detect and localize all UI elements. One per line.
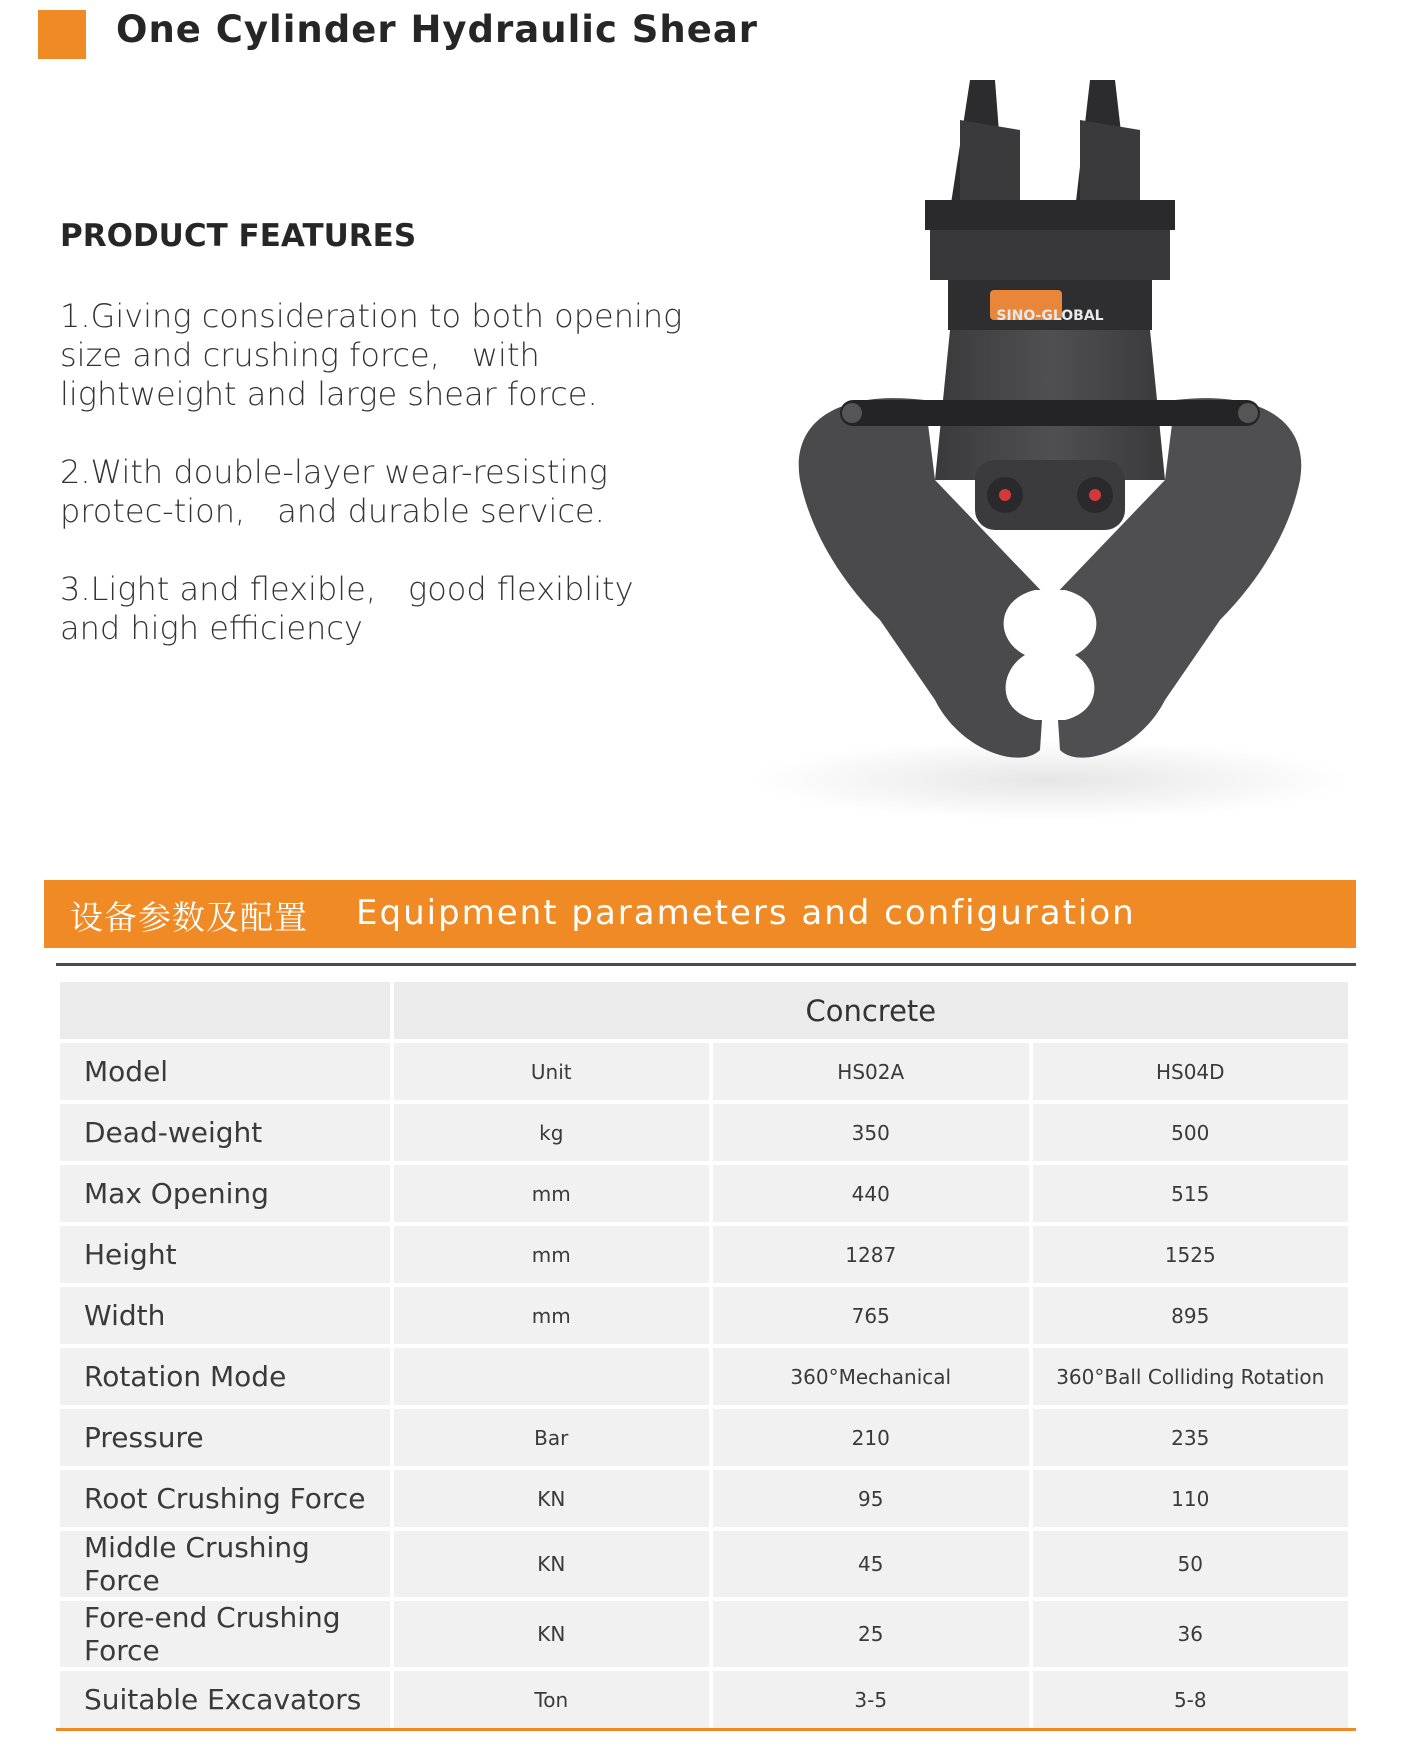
row-label: Fore-end Crushing Force [60, 1601, 390, 1667]
hs02a-cell: 360°Mechanical [713, 1348, 1029, 1405]
table-row [60, 1671, 1348, 1728]
parameters-banner [44, 880, 1356, 948]
unit-cell [394, 1348, 709, 1405]
hs02a-cell: 95 [713, 1470, 1029, 1527]
table-row [60, 1470, 1348, 1527]
hs04d-cell: 360°Ball Colliding Rotation [1033, 1348, 1348, 1405]
table-row [60, 1165, 1348, 1222]
row-label: Max Opening [60, 1165, 390, 1222]
hs02a-cell: 45 [713, 1531, 1029, 1597]
banner-title-cn: 设备参数及配置 [70, 898, 308, 937]
row-label: Model [60, 1043, 390, 1100]
hs02a-cell: 350 [713, 1104, 1029, 1161]
unit-cell: mm [394, 1287, 709, 1344]
hs02a-cell: 440 [713, 1165, 1029, 1222]
table-row [60, 1287, 1348, 1344]
table-row [60, 1104, 1348, 1161]
hs02a-cell: 25 [713, 1601, 1029, 1667]
row-label: Middle Crushing Force [60, 1531, 390, 1597]
brand-label: SINO-GLOBAL [996, 308, 1104, 324]
hs04d-cell: 36 [1033, 1601, 1348, 1667]
hs04d-cell: 1525 [1033, 1226, 1348, 1283]
unit-cell: mm [394, 1165, 709, 1222]
unit-cell: KN [394, 1601, 709, 1667]
table-group-header: Concrete [394, 982, 1348, 1039]
hs04d-cell: 235 [1033, 1409, 1348, 1466]
row-label: Height [60, 1226, 390, 1283]
title-accent-block [38, 10, 86, 59]
row-label: Rotation Mode [60, 1348, 390, 1405]
feature-item-2: 2.With double-layer wear-resisting protec-tion, and durable service. [60, 453, 608, 530]
unit-cell: Ton [394, 1671, 709, 1728]
unit-cell: kg [394, 1104, 709, 1161]
table-header-row [60, 982, 1348, 1039]
feature-item-3: 3.Light and flexible, good flexiblity and high efficiency [60, 570, 634, 647]
hydraulic-shear-image [720, 60, 1360, 840]
hs02a-cell: HS02A [713, 1043, 1029, 1100]
table-header-blank [60, 982, 390, 1039]
hs04d-cell: 500 [1033, 1104, 1348, 1161]
page-title: One Cylinder Hydraulic Shear [116, 8, 759, 51]
features-heading: PRODUCT FEATURES [60, 218, 417, 254]
hs02a-cell: 210 [713, 1409, 1029, 1466]
row-label: Dead-weight [60, 1104, 390, 1161]
row-label: Pressure [60, 1409, 390, 1466]
table-row [60, 1348, 1348, 1405]
table-row [60, 1601, 1348, 1667]
hs04d-cell: HS04D [1033, 1043, 1348, 1100]
table-row [60, 1531, 1348, 1597]
hs04d-cell: 50 [1033, 1531, 1348, 1597]
hs02a-cell: 3-5 [713, 1671, 1029, 1728]
hs02a-cell: 765 [713, 1287, 1029, 1344]
row-label: Root Crushing Force [60, 1470, 390, 1527]
hs04d-cell: 895 [1033, 1287, 1348, 1344]
bottom-divider [56, 1728, 1356, 1731]
hs04d-cell: 5-8 [1033, 1671, 1348, 1728]
feature-item-1: 1.Giving consideration to both opening size and crushing force, with lightweight and large shear force. [60, 297, 683, 413]
unit-cell: mm [394, 1226, 709, 1283]
hs04d-cell: 110 [1033, 1470, 1348, 1527]
specifications-table [56, 978, 1352, 1732]
row-label: Width [60, 1287, 390, 1344]
divider [56, 963, 1356, 966]
row-label: Suitable Excavators [60, 1671, 390, 1728]
unit-cell: KN [394, 1470, 709, 1527]
unit-cell: KN [394, 1531, 709, 1597]
table-row [60, 1226, 1348, 1283]
banner-title-en: Equipment parameters and configuration [356, 893, 1136, 933]
table-row [60, 1043, 1348, 1100]
table-row [60, 1409, 1348, 1466]
unit-cell: Unit [394, 1043, 709, 1100]
hs04d-cell: 515 [1033, 1165, 1348, 1222]
hs02a-cell: 1287 [713, 1226, 1029, 1283]
unit-cell: Bar [394, 1409, 709, 1466]
